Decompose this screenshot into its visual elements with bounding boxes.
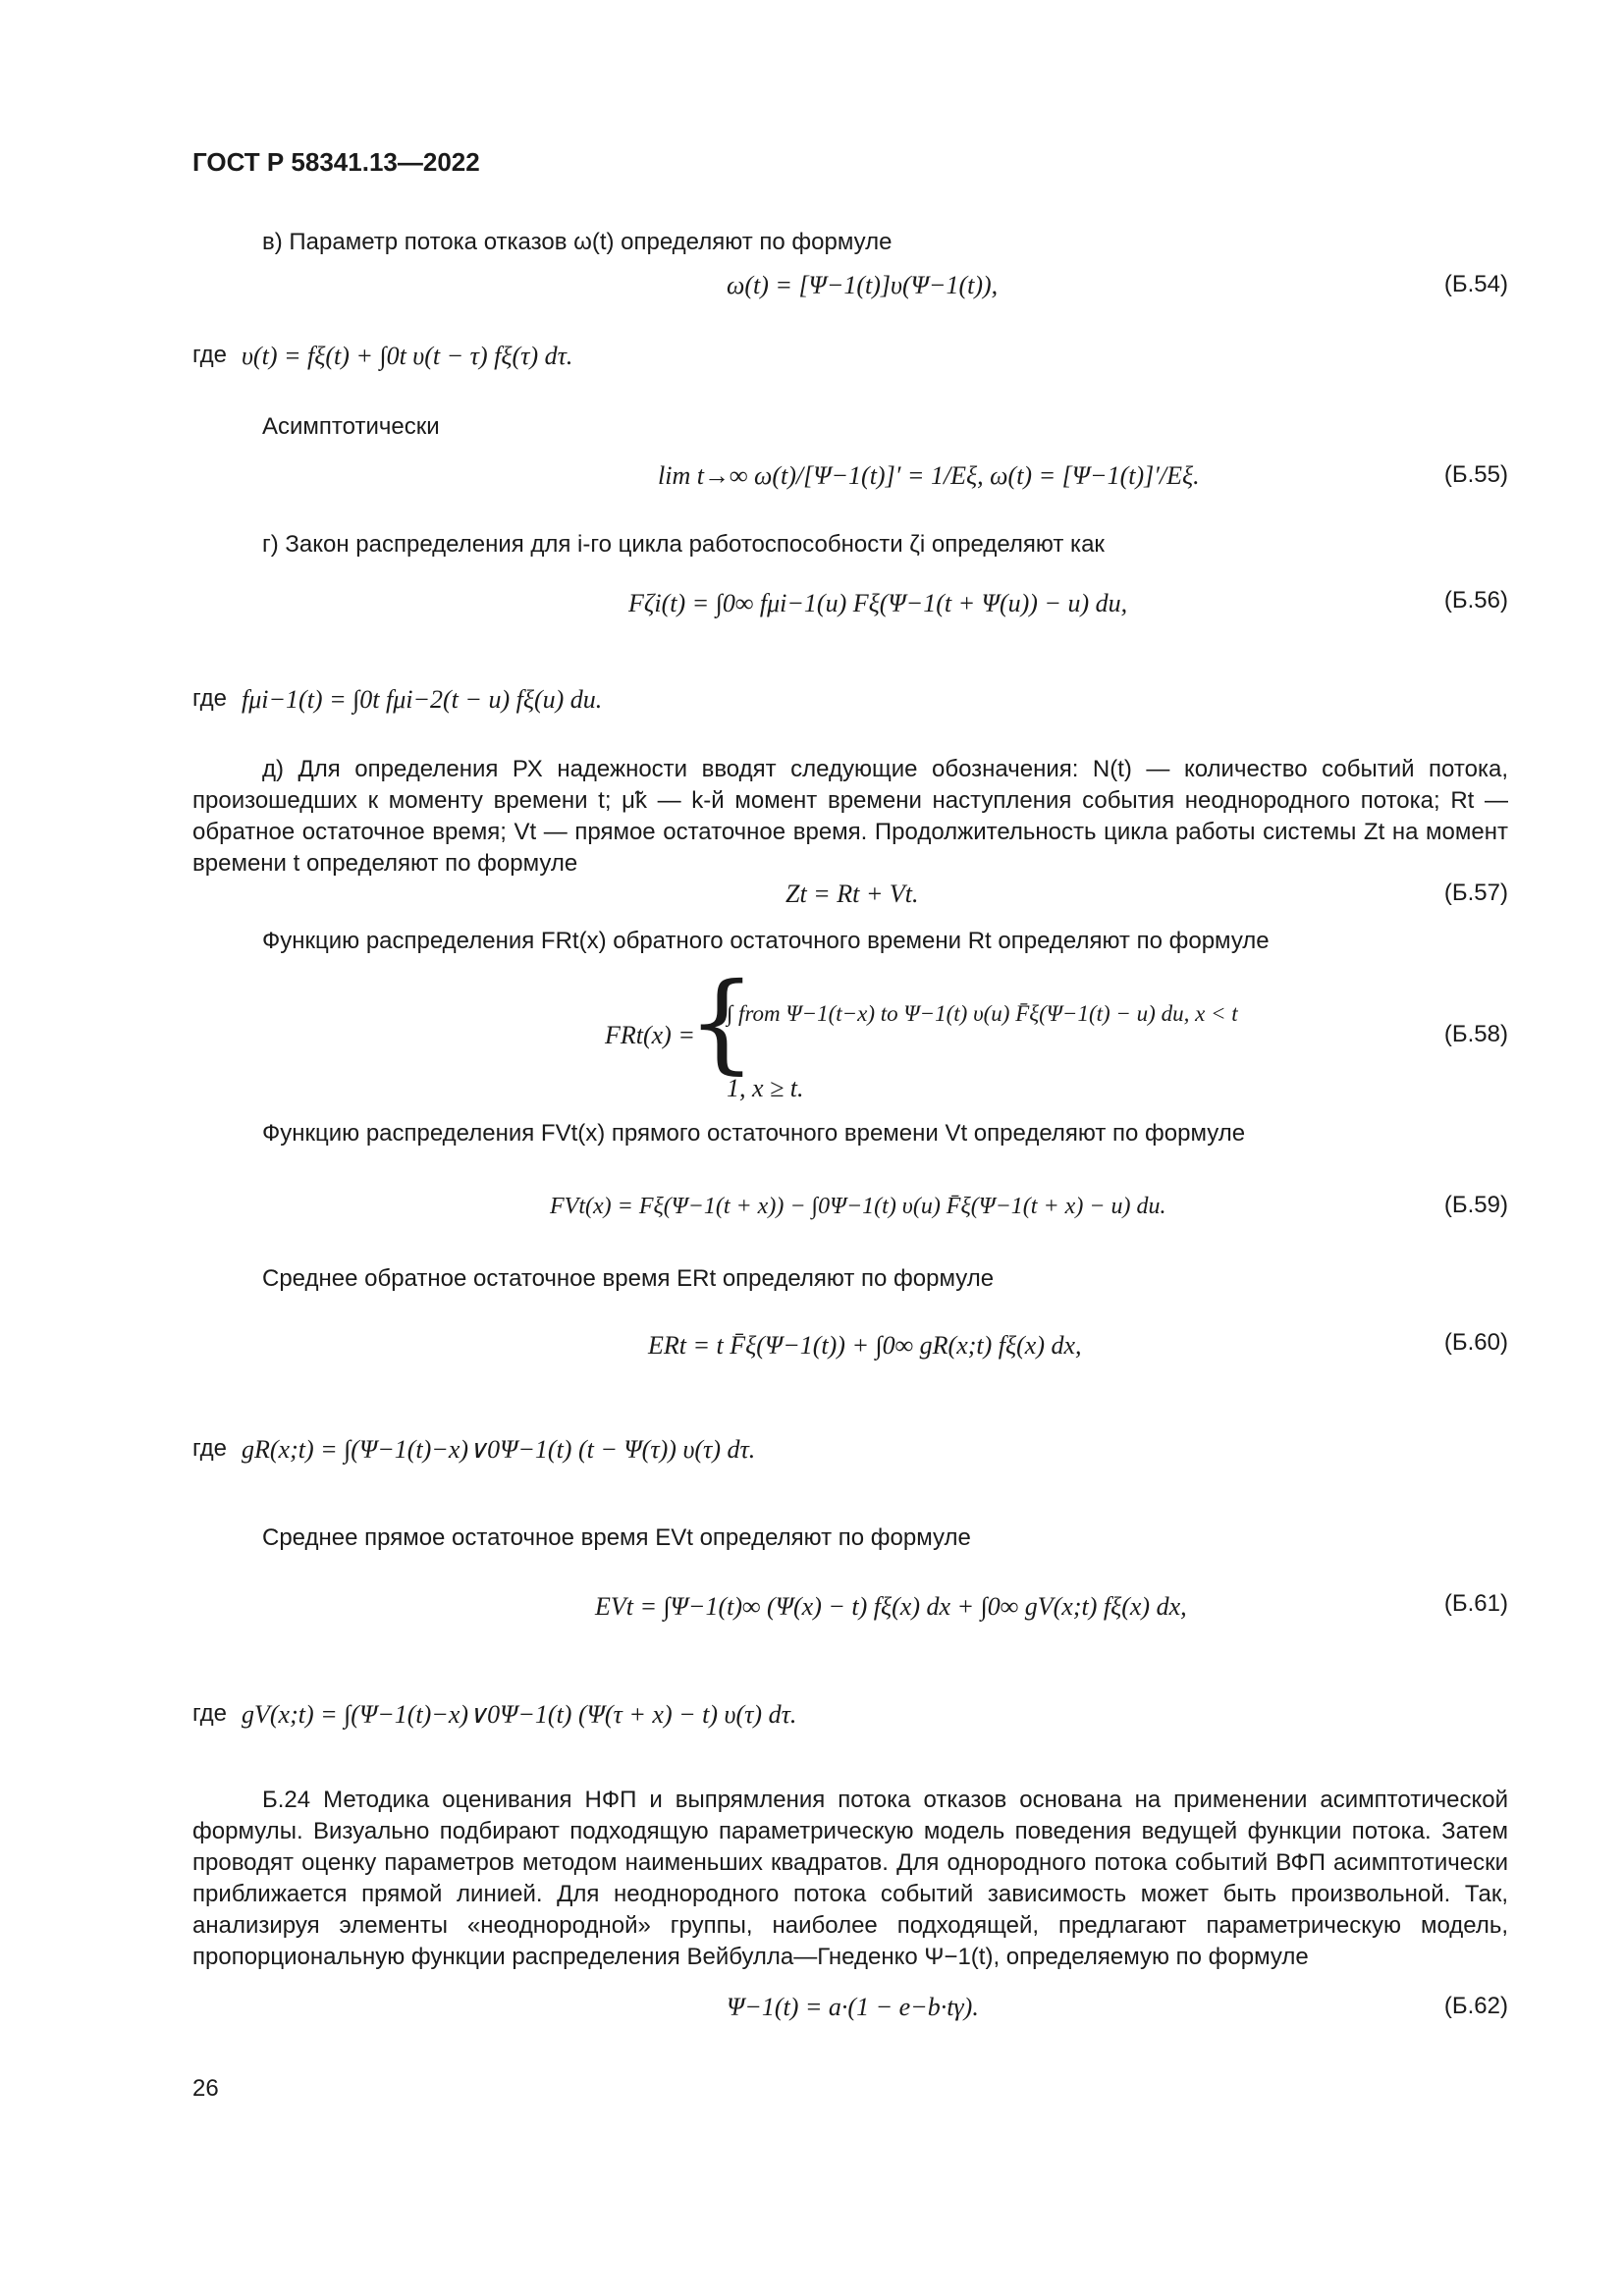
formula-number-b56: (Б.56) — [1443, 587, 1508, 614]
formula-number-b62: (Б.62) — [1443, 1993, 1508, 2019]
formula-b55: lim t→∞ ω(t)/[Ψ−1(t)]′ = 1/Eξ, ω(t) = [Ψ−1(t)]′/Eξ. — [658, 461, 1200, 490]
brace-symbol: { — [687, 959, 756, 1085]
document-header: ГОСТ Р 58341.13—2022 — [192, 147, 480, 177]
formula-number-b54: (Б.54) — [1443, 271, 1508, 297]
formula-number-b55: (Б.55) — [1443, 461, 1508, 488]
formula-b57: Zt = Rt + Vt. — [785, 880, 919, 908]
page-number: 26 — [192, 2075, 219, 2102]
formula-b59: FVt(x) = Fξ(Ψ−1(t + x)) − ∫0Ψ−1(t) υ(u) F̄ξ(Ψ−1(t + x) − u) du. — [550, 1194, 1166, 1219]
formula-b60: ERt = t F̄ξ(Ψ−1(t)) + ∫0∞ gR(x;t) fξ(x) dx, — [648, 1331, 1082, 1360]
where-label-4: где — [192, 1700, 228, 1727]
func-v-text: Функцию распределения FVt(x) прямого остаточного времени Vt определяют по формуле — [262, 1120, 1246, 1147]
where-label-2: где — [192, 685, 228, 712]
mean-v-text: Среднее прямое остаточное время EVt определяют по формуле — [262, 1524, 971, 1551]
formula-b58-lhs: FRt(x) = — [605, 1021, 695, 1049]
formula-number-b58: (Б.58) — [1443, 1021, 1508, 1047]
func-r-text: Функцию распределения FRt(x) обратного остаточного времени Rt определяют по формуле — [262, 928, 1270, 954]
item-d-paragraph: д) Для определения РХ надежности вводят следующие обозначения: N(t) — количество событий потока, произошедших к моменту времени t; μ̃k — k-й момент времени наступления события неоднородного потока; Rt — обратное остаточное время; Vt — прямое остаточное время. Продолжительность цикла работы системы Zt на момент времени t определяют по формуле — [192, 756, 1508, 877]
where-formula-3: gR(x;t) = ∫(Ψ−1(t)−x)∨0Ψ−1(t) (t − Ψ(τ)) υ(τ) dτ. — [242, 1435, 756, 1464]
formula-b54-expression: ω(t) = [Ψ−1(t)]υ(Ψ−1(t)), — [727, 271, 999, 299]
formula-number-b59: (Б.59) — [1443, 1192, 1508, 1218]
where-formula-2: fμi−1(t) = ∫0t fμi−2(t − u) fξ(u) du. — [242, 685, 603, 714]
mean-r-text: Среднее обратное остаточное время ERt определяют по формуле — [262, 1265, 995, 1292]
formula-b54 — [727, 271, 998, 300]
formula-number-b60: (Б.60) — [1443, 1329, 1508, 1356]
formula-b58-case1: ∫ from Ψ−1(t−x) to Ψ−1(t) υ(u) F̄ξ(Ψ−1(t) − u) du, x < t — [727, 1001, 1238, 1026]
item-g-text: г) Закон распределения для i-го цикла работоспособности ζi определяют как — [262, 531, 1105, 558]
formula-b58-case2: 1, x ≥ t. — [727, 1074, 804, 1102]
where-formula-1: υ(t) = fξ(t) + ∫0t υ(t − τ) fξ(τ) dτ. — [242, 342, 573, 370]
where-label-3: где — [192, 1435, 228, 1462]
formula-b56: Fζi(t) = ∫0∞ fμi−1(u) Fξ(Ψ−1(t + Ψ(u)) − u) du, — [628, 589, 1128, 617]
item-v-text: в) Параметр потока отказов ω(t) определяют по формуле — [262, 229, 893, 255]
formula-b61: EVt = ∫Ψ−1(t)∞ (Ψ(x) − t) fξ(x) dx + ∫0∞ gV(x;t) fξ(x) dx, — [595, 1592, 1187, 1621]
asymptotically-label: Асимптотически — [262, 413, 440, 440]
formula-number-b61: (Б.61) — [1443, 1590, 1508, 1617]
where-label-1: где — [192, 342, 228, 368]
where-formula-4: gV(x;t) = ∫(Ψ−1(t)−x)∨0Ψ−1(t) (Ψ(τ + x) − t) υ(τ) dτ. — [242, 1700, 797, 1729]
section-b24-paragraph: Б.24 Методика оценивания НФП и выпрямления потока отказов основана на применении асимптотической формулы. Визуально подбирают подходящую параметрическую модель поведения ведущей функции потока. Затем проводят оценку параметров методом наименьших квадратов. Для однородного потока событий ВФП асимптотически приближается прямой линией. Для неоднородного потока событий зависимость может быть произвольной. Так, анализируя элементы «неоднородной» группы, наиболее подходящей, предлагают параметрическую модель, пропорциональную функции распределения Вейбулла—Гнеденко Ψ−1(t), определяемую по формуле — [192, 1787, 1508, 1970]
formula-number-b57: (Б.57) — [1443, 880, 1508, 906]
formula-b62: Ψ−1(t) = a·(1 − e−b·tγ). — [727, 1993, 979, 2021]
